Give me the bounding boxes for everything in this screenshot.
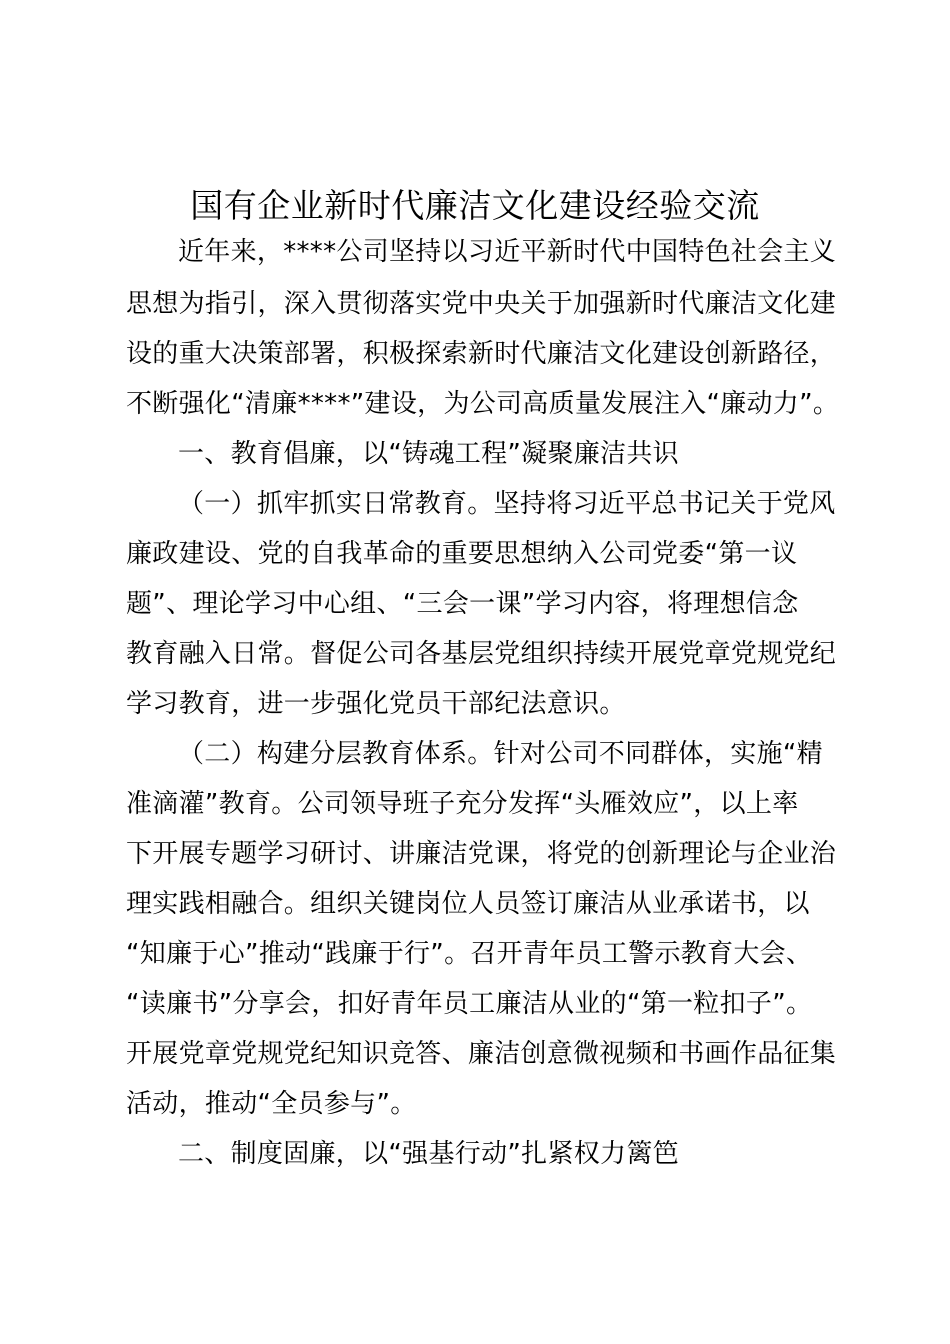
paragraph-line: 近年来，****公司坚持以习近平新时代中国特色社会主义 (178, 237, 837, 267)
paragraph-line: 准滴灌”教育。公司领导班子充分发挥“头雁效应”，以上率 (126, 789, 799, 819)
paragraph-line: 设的重大决策部署，积极探索新时代廉洁文化建设创新路径， (126, 339, 837, 369)
paragraph-line: （二）构建分层教育体系。针对公司不同群体，实施“精 (178, 739, 823, 769)
paragraph-line: 教育融入日常。督促公司各基层党组织持续开展党章党规党纪 (126, 639, 837, 669)
paragraph-line: “读廉书”分享会，扣好青年员工廉洁从业的“第一粒扣子”。 (126, 989, 813, 1019)
section-heading: 一、教育倡廉，以“铸魂工程”凝聚廉洁共识 (178, 439, 679, 469)
section-heading: 二、制度固廉，以“强基行动”扎紧权力篱笆 (178, 1139, 679, 1169)
paragraph-line: 题”、理论学习中心组、“三会一课”学习内容，将理想信念 (126, 589, 799, 619)
paragraph-line: 理实践相融合。组织关键岗位人员签订廉洁从业承诺书，以 (126, 889, 810, 919)
paragraph-line: 不断强化“清廉****”建设，为公司高质量发展注入“廉动力”。 (126, 389, 840, 419)
paragraph-line: （一）抓牢抓实日常教育。坚持将习近平总书记关于党风 (178, 489, 836, 519)
paragraph-line: 活动，推动“全员参与”。 (126, 1089, 417, 1119)
paragraph-line: “知廉于心”推动“践廉于行”。召开青年员工警示教育大会、 (126, 939, 813, 969)
paragraph-line: 下开展专题学习研讨、讲廉洁党课，将党的创新理论与企业治 (126, 839, 837, 869)
document-title: 国有企业新时代廉洁文化建设经验交流 (190, 186, 760, 225)
paragraph-line: 廉政建设、党的自我革命的重要思想纳入公司党委“第一议 (126, 539, 798, 569)
paragraph-line: 开展党章党规党纪知识竞答、廉洁创意微视频和书画作品征集 (126, 1039, 837, 1069)
paragraph-line: 学习教育，进一步强化党员干部纪法意识。 (126, 689, 626, 719)
paragraph-line: 思想为指引，深入贯彻落实党中央关于加强新时代廉洁文化建 (126, 289, 837, 319)
